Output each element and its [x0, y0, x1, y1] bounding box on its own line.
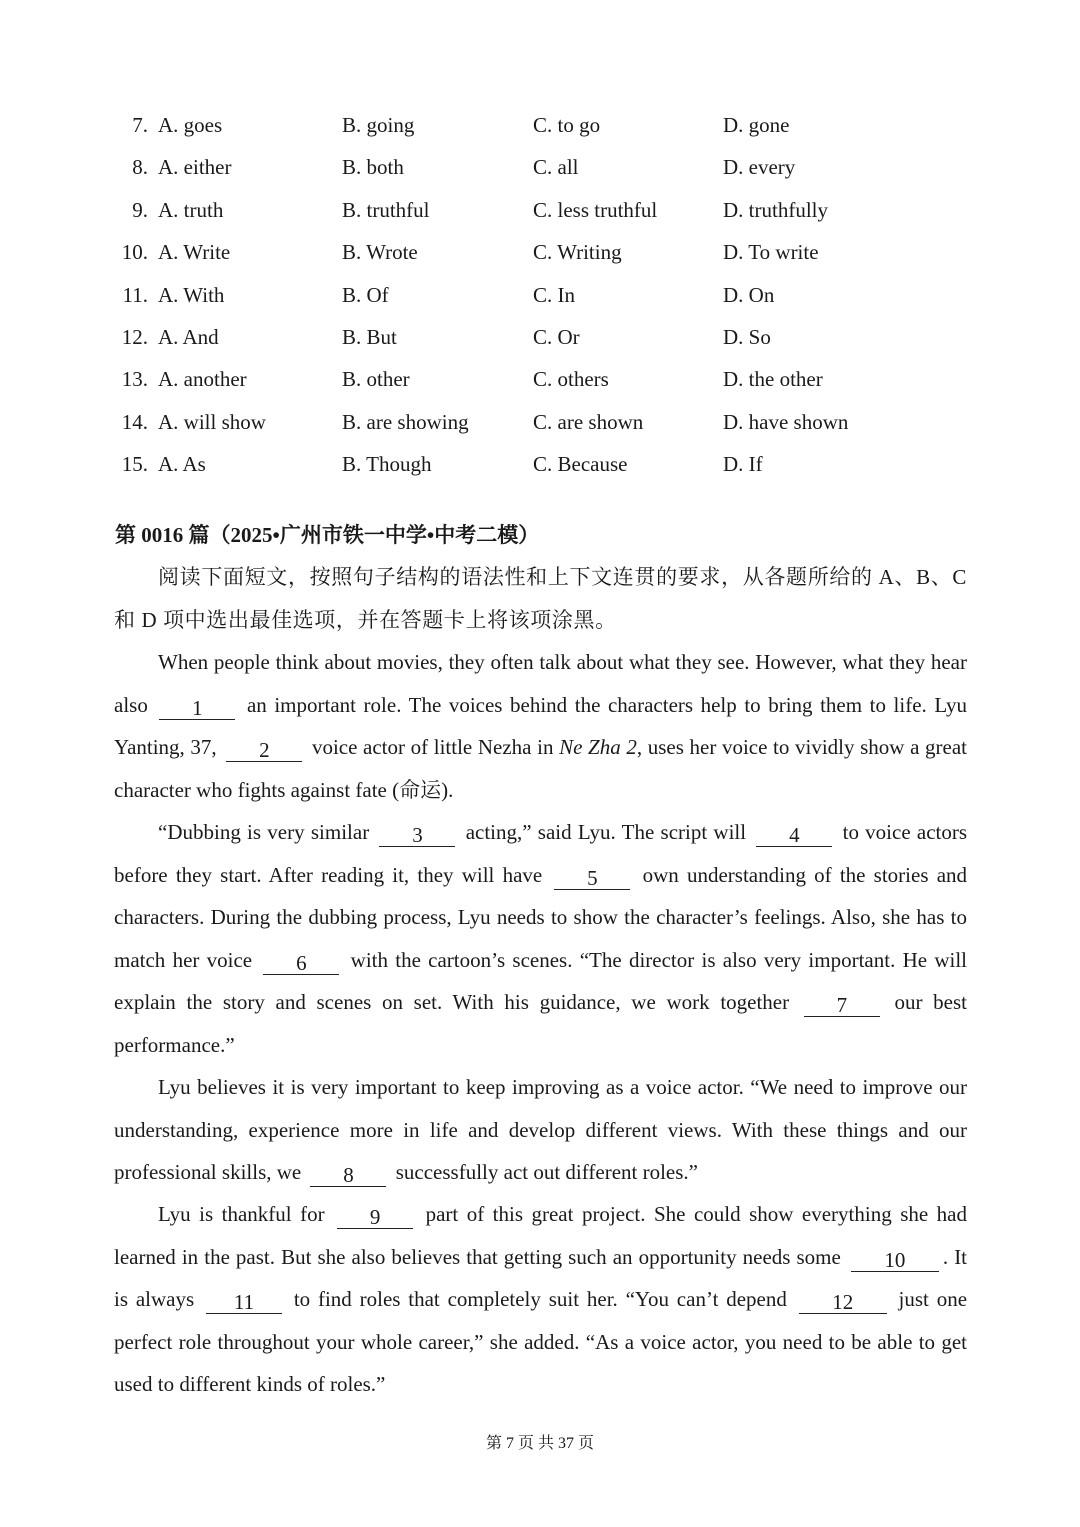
blank-3: 3 [379, 824, 455, 847]
question-number: 13. [121, 367, 148, 392]
option-b: B. But [342, 325, 397, 349]
section-title: 第 0016 篇（2025•广州市铁一中学•中考二模） [115, 523, 540, 547]
blank-2: 2 [226, 739, 302, 762]
question-number: 7. [132, 113, 148, 137]
option-a: A. With [158, 282, 225, 307]
option-a: A. Write [158, 240, 231, 265]
option-b: B. truthful [342, 197, 430, 222]
blank-10: 10 [851, 1249, 939, 1272]
option-b: B. going [342, 113, 415, 137]
option-c: C. all [533, 155, 579, 180]
option-c: C. Or [533, 325, 580, 349]
blank-11: 11 [206, 1291, 282, 1314]
option-d: D. If [723, 452, 763, 477]
film-title: Ne Zha 2 [559, 735, 637, 759]
question-number: 14. [121, 409, 148, 434]
option-a: A. another [158, 367, 247, 392]
question-number: 10. [121, 240, 148, 265]
option-a: A. As [158, 452, 206, 477]
option-b: B. Though [342, 452, 432, 477]
option-c: C. In [533, 282, 575, 307]
option-c: C. Writing [533, 240, 622, 265]
question-number: 9. [132, 197, 148, 222]
option-c: C. are shown [533, 409, 644, 434]
option-c: C. less truthful [533, 197, 658, 222]
option-b: B. Wrote [342, 240, 418, 265]
option-b: B. are showing [342, 409, 469, 434]
blank-1: 1 [159, 697, 235, 720]
option-c: C. others [533, 367, 609, 392]
question-number: 12. [121, 325, 148, 349]
option-b: B. both [342, 155, 404, 180]
option-d: D. To write [723, 240, 819, 265]
passage-paragraph-1: When people think about movies, they often talk about what they see. However, what they hear also 1 an important role. The voices behind the characters help to bring them to life. Lyu Yanting, 37, 2 voice actor of little Nezha in Ne Zha 2, uses her voice to vividly show a great character who fights against fate (命运). [114, 650, 968, 802]
instruction-paragraph: 阅读下面短文，按照句子结构的语法性和上下文连贯的要求，从各题所给的 A、B、C 和 D 项中选出最佳选项，并在答题卡上将该项涂黑。 [114, 565, 967, 632]
blank-7: 7 [804, 994, 880, 1017]
option-c: C. to go [533, 113, 601, 137]
blank-4: 4 [756, 824, 832, 847]
passage-paragraph-4: Lyu is thankful for 9 part of this great project. She could show everything she had learned in the past. But she also believes that getting such an opportunity needs some 10 . It is always 11 to find roles that completely suit her. “You can’t depend 12 just one perfect role throughout your whole career,” she added. “As a voice actor, you need to be able to get used to different kinds of roles.” [114, 1202, 968, 1396]
question-number: 15. [121, 452, 148, 477]
option-d: D. So [723, 325, 771, 349]
option-a: A. will show [158, 409, 266, 434]
blank-12: 12 [799, 1291, 887, 1314]
option-d: D. truthfully [723, 197, 828, 222]
blank-5: 5 [554, 867, 630, 890]
option-a: A. truth [158, 197, 224, 222]
blank-6: 6 [263, 952, 339, 975]
blank-8: 8 [310, 1164, 386, 1187]
option-a: A. goes [158, 113, 223, 137]
blank-9: 9 [337, 1206, 413, 1229]
option-a: A. either [158, 155, 232, 180]
option-c: C. Because [533, 452, 628, 477]
passage-paragraph-2: “Dubbing is very similar 3 acting,” said Lyu. The script will 4 to voice actors before they start. After reading it, they will have 5 own understanding of the stories and characters. During the dubbing process, Lyu needs to show the character’s feelings. Also, she has to match her voice 6 with the cartoon’s scenes. “The director is also very important. He will explain the story and scenes on set. With his guidance, we work together 7 our best performance.” [114, 820, 968, 1057]
option-b: B. Of [342, 282, 389, 307]
option-d: D. the other [723, 367, 823, 392]
passage-paragraph-3: Lyu believes it is very important to keep improving as a voice actor. “We need to improve our understanding, experience more in life and develop different views. With these things and our professional skills, we 8 successfully act out different roles.” [114, 1075, 967, 1187]
question-number: 8. [132, 155, 148, 180]
option-d: D. every [723, 155, 796, 180]
option-d: D. gone [723, 113, 790, 137]
page-footer: 第 7 页 共 37 页 [485, 1435, 594, 1452]
option-d: D. have shown [723, 409, 849, 434]
question-number: 11. [122, 282, 148, 307]
option-d: D. On [723, 282, 775, 307]
option-b: B. other [342, 367, 410, 392]
option-a: A. And [158, 325, 219, 349]
